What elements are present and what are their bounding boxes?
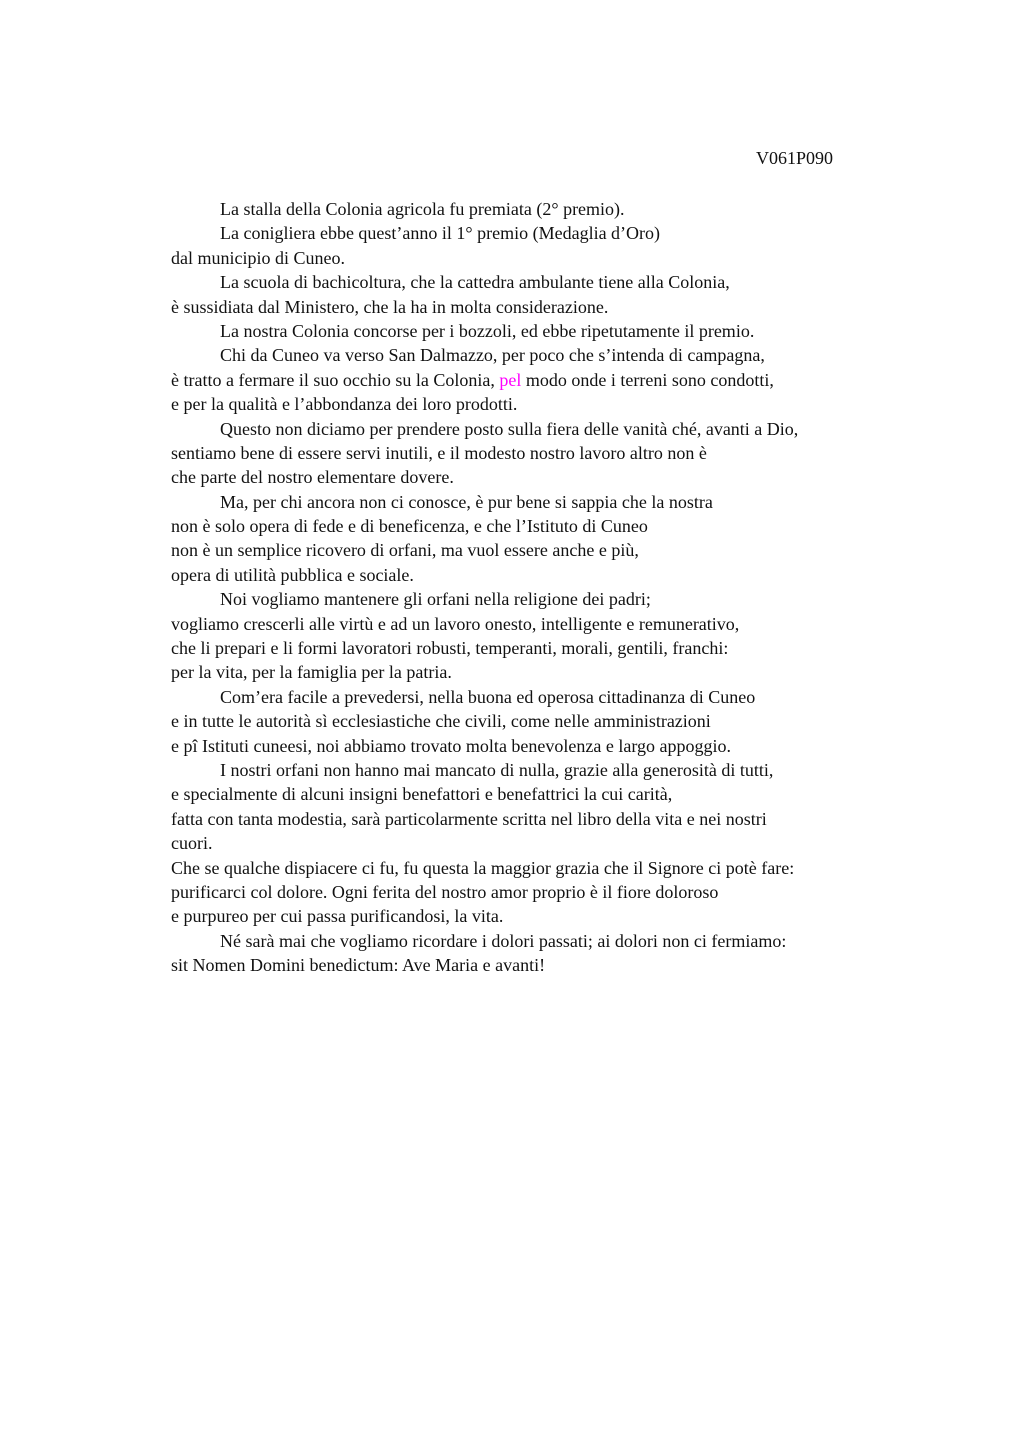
text-line: fatta con tanta modestia, sarà particolarmente scritta nel libro della vita e nei nostri [171,808,767,829]
text-line: per la vita, per la famiglia per la patria. [171,662,452,683]
text-segment: è tratto a fermare il suo occhio su la Colonia, [171,369,500,390]
text-line: sentiamo bene di essere servi inutili, e il modesto nostro lavoro altro non è [171,442,707,463]
text-line: vogliamo crescerli alle virtù e ad un lavoro onesto, intelligente e remunerativo, [171,613,740,634]
text-segment: modo onde i terreni sono condotti, [521,369,774,390]
text-line: La nostra Colonia concorse per i bozzoli, ed ebbe ripetutamente il premio. [220,320,755,341]
text-line: Né sarà mai che vogliamo ricordare i dolori passati; ai dolori non ci fermiamo: [220,930,787,951]
text-line: Com’era facile a prevedersi, nella buona ed operosa cittadinanza di Cuneo [220,686,756,707]
text-line: La scuola di bachicoltura, che la cattedra ambulante tiene alla Colonia, [220,272,730,293]
text-line: opera di utilità pubblica e sociale. [171,564,414,585]
highlighted-word: pel [499,369,522,390]
text-line: che parte del nostro elementare dovere. [171,467,454,488]
text-line: e pî Istituti cuneesi, noi abbiamo trovato molta benevolenza e largo appoggio. [171,735,732,756]
text-line: Noi vogliamo mantenere gli orfani nella religione dei padri; [220,589,651,610]
text-line: Questo non diciamo per prendere posto sulla fiera delle vanità ché, avanti a Dio, [220,418,799,439]
page-code: V061P090 [756,148,834,168]
text-line: e purpureo per cui passa purificandosi, la vita. [171,906,504,927]
text-line: cuori. [171,833,213,854]
text-line: non è un semplice ricovero di orfani, ma vuol essere anche e più, [171,540,639,561]
text-line: non è solo opera di fede e di beneficenza, e che l’Istituto di Cuneo [171,516,648,537]
text-line [171,368,911,392]
text-line: I nostri orfani non hanno mai mancato di nulla, grazie alla generosità di tutti, [220,759,774,780]
text-line: dal municipio di Cuneo. [171,247,345,268]
text-line: Chi da Cuneo va verso San Dalmazzo, per poco che s’intenda di campagna, [220,345,765,366]
text-line: Che se qualche dispiacere ci fu, fu questa la maggior grazia che il Signore ci potè fare: [171,857,795,878]
text-line: purificarci col dolore. Ogni ferita del nostro amor proprio è il fiore doloroso [171,881,719,902]
text-line: e per la qualità e l’abbondanza dei loro prodotti. [171,394,518,415]
document-body [171,197,911,978]
text-line: è sussidiata dal Ministero, che la ha in molta considerazione. [171,296,609,317]
text-line: e specialmente di alcuni insigni benefattori e benefattrici la cui carità, [171,784,673,805]
text-line: sit Nomen Domini benedictum: Ave Maria e avanti! [171,955,546,976]
text-line: e in tutte le autorità sì ecclesiastiche che civili, come nelle amministrazioni [171,711,711,732]
text-line: che li prepari e li formi lavoratori robusti, temperanti, morali, gentili, franchi: [171,638,729,659]
text-line: La stalla della Colonia agricola fu premiata (2° premio). [220,199,625,219]
text-line: Ma, per chi ancora non ci conosce, è pur bene si sappia che la nostra [220,491,713,512]
text-line: La conigliera ebbe quest’anno il 1° premio (Medaglia d’Oro) [220,223,661,244]
